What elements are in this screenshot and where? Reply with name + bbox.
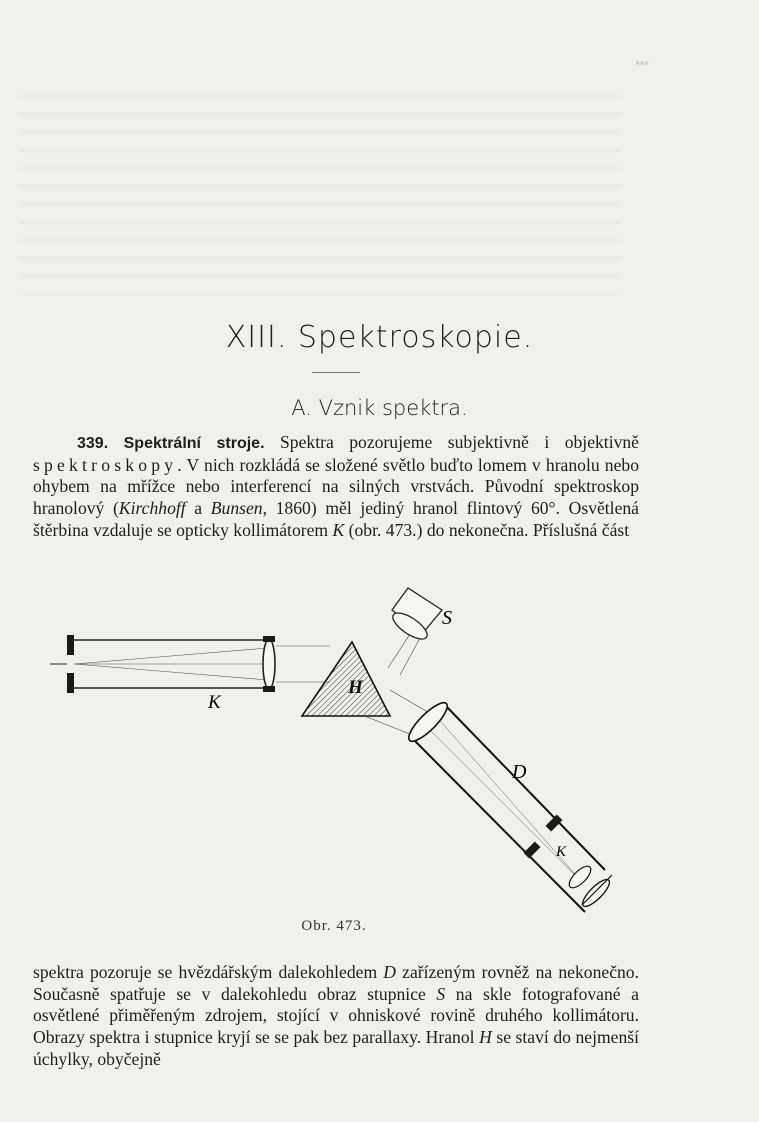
bleed-through-shadow: [20, 95, 620, 295]
author-name: Bunsen: [210, 498, 263, 519]
spectroscope-figure: [40, 580, 660, 920]
section-number: 339.: [77, 435, 109, 452]
author-name: Kirchhoff: [118, 498, 186, 519]
paragraph-continued: [33, 962, 639, 1071]
collimator-tube: [50, 635, 268, 693]
text-run: se staví do nejmenší úchylky, obyčejně: [33, 1027, 639, 1069]
text-run: spektra pozoruje se hvězdářským dalekohledem: [33, 962, 384, 982]
symbol-h: H: [479, 1027, 492, 1048]
symbol-d: D: [383, 962, 397, 982]
label-k: K: [208, 692, 221, 713]
section-heading: Spektrální stroje.: [123, 435, 265, 452]
text-run: a: [185, 498, 211, 519]
chapter-title: XIII. Spektroskopie.: [225, 320, 534, 355]
telescope-tube: [362, 690, 605, 912]
scale-tube: [388, 588, 442, 675]
prism: [302, 642, 390, 716]
text-run: Spektra pozorujeme subjektivně i objektivně: [264, 432, 639, 452]
label-k-eyepiece: K: [556, 844, 567, 860]
text-run: na skle fotografované a osvětlené přiměřeným zdrojem, stojící v ohniskové rovině druhého kollimátoru. Obrazy spektra i stupnice kryjí se se pak bez parallaxy. Hranol: [33, 983, 639, 1048]
title-rule: [312, 372, 360, 373]
telescope-eyepiece: [566, 863, 613, 910]
figure-caption: Obr. 473.: [301, 918, 367, 934]
symbol-k: K: [332, 519, 345, 540]
symbol-s: S: [436, 983, 446, 1004]
parallel-beam: [276, 646, 330, 682]
section-title: A. Vznik spektra.: [291, 396, 468, 420]
text-run: . V nich rozkládá se složené světlo buďto lomem v hranolu nebo ohybem na mřížce nebo interferencí na silných vrstvách. Původní spektroskop hranolový (: [33, 454, 639, 519]
bleed-through-page-number: ▪▪▪: [635, 55, 649, 70]
label-d: D: [512, 761, 527, 783]
telescope-objective-lens: [404, 698, 452, 746]
emphasis-spaced: spektroskopy: [33, 454, 178, 475]
text-run: (obr. 473.) do nekonečna. Příslušná část: [344, 519, 630, 540]
paragraph-indent: [33, 432, 77, 452]
collimator-lens: [263, 636, 275, 692]
label-h: H: [348, 677, 363, 698]
text-run: zařízeným rovněž na nekonečno. Současně spatřuje se v dalekohledu obraz stupnice: [33, 962, 639, 1004]
text-run: , 1860) měl jediný hranol flintový 60°. Osvětlená štěrbina vzdaluje se opticky kollimátorem: [33, 498, 639, 540]
label-s: S: [442, 607, 452, 629]
paragraph-339: [33, 432, 639, 542]
